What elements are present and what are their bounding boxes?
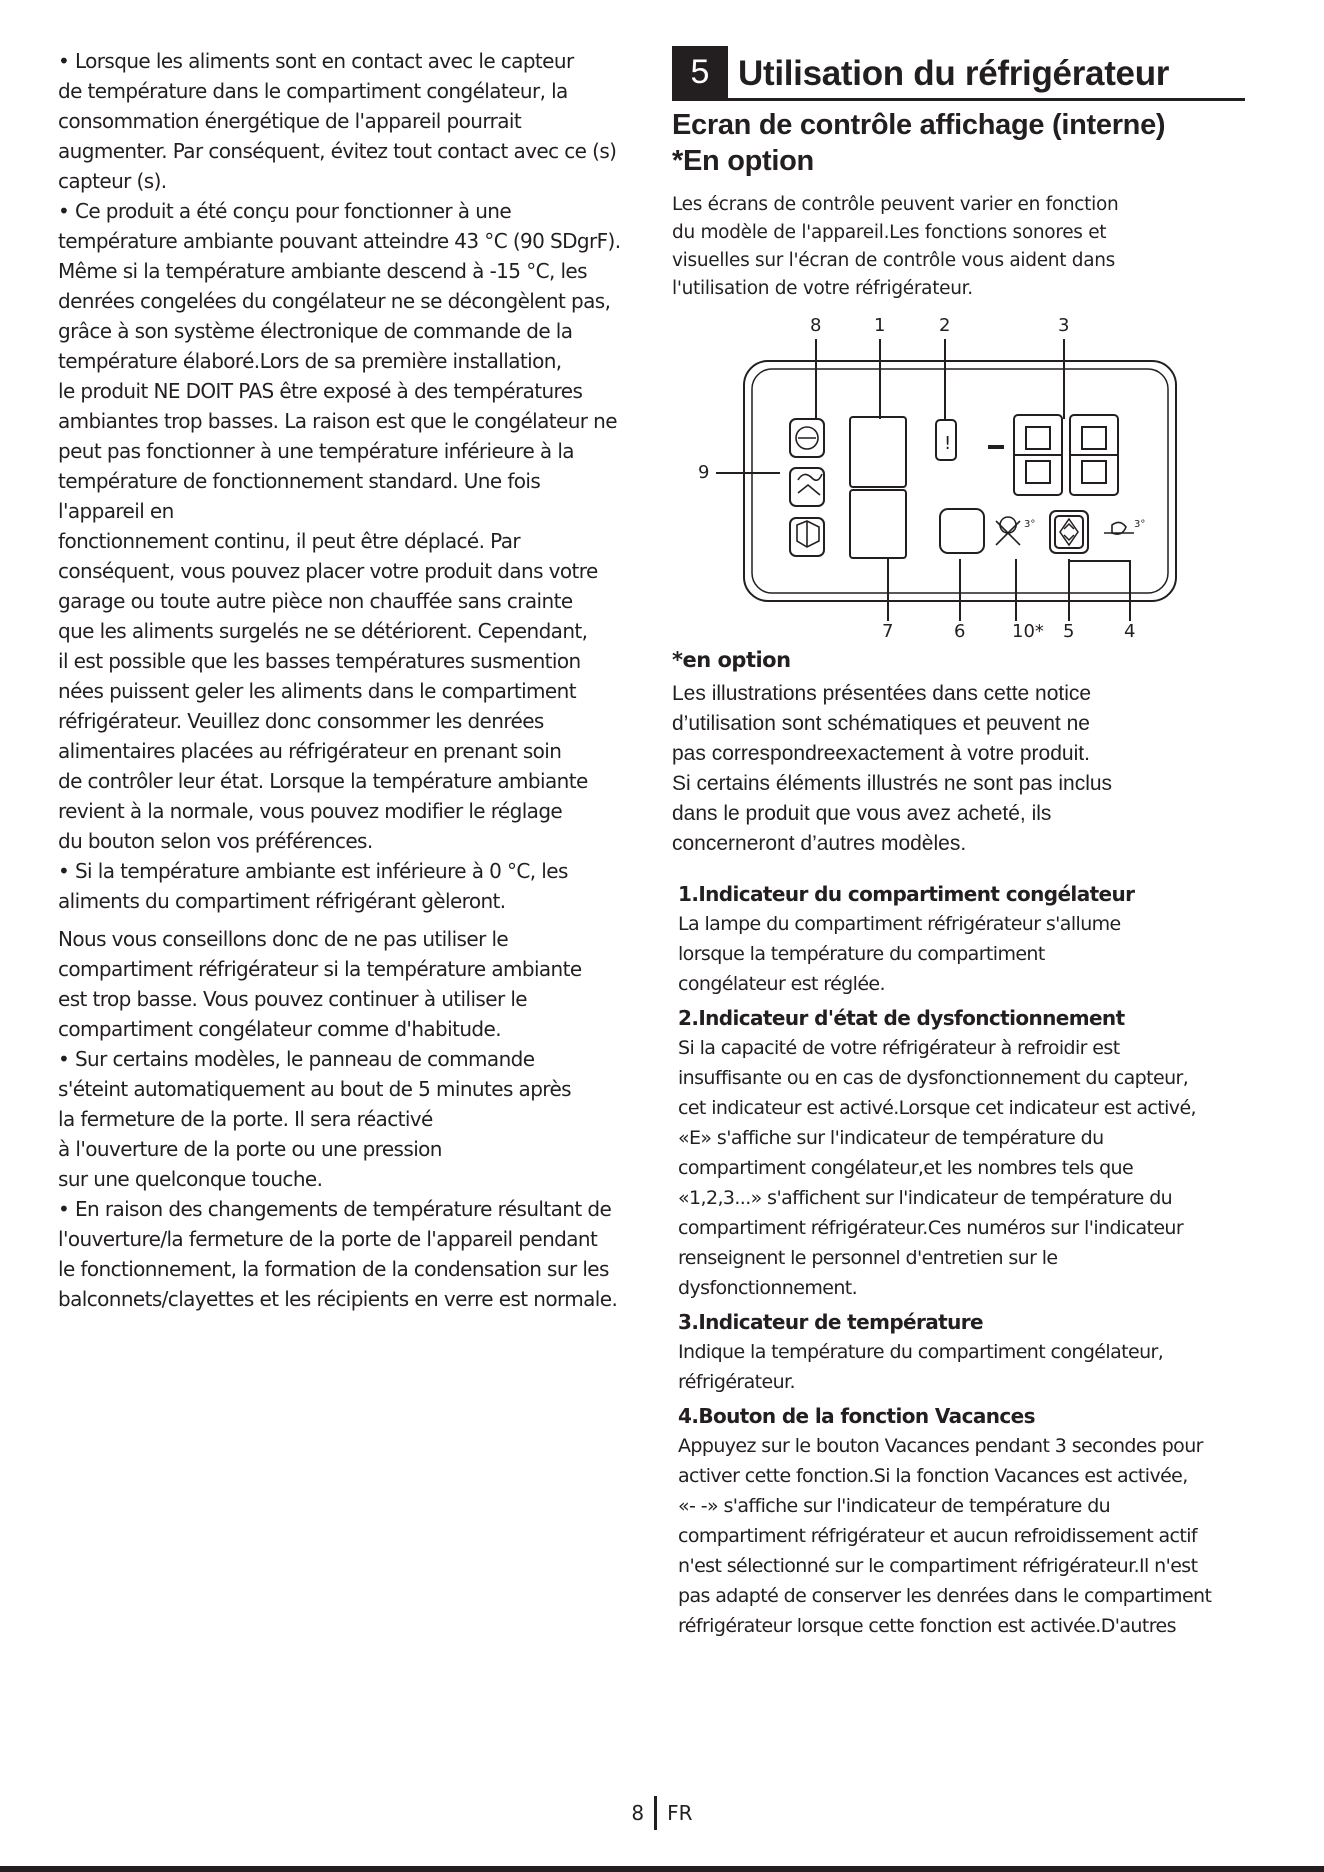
chapter-title: Utilisation du réfrigérateur bbox=[738, 54, 1170, 93]
callout-5: 5 bbox=[1063, 621, 1075, 642]
note-line: d’utilisation sont schématiques et peuvent ne bbox=[672, 712, 1090, 735]
section-vacation-button bbox=[672, 1401, 1248, 1641]
section-line: «1,2,3...» s'affichent sur l'indicateur de température du bbox=[678, 1187, 1173, 1209]
text-line: fonctionnement continu, il peut être déplacé. Par bbox=[58, 529, 520, 553]
section-line: réfrigérateur lorsque cette fonction est activée.D'autres bbox=[678, 1615, 1176, 1637]
section-heading: 1.Indicateur du compartiment congélateur bbox=[678, 882, 1135, 906]
text-line: peut pas fonctionner à une température inférieure à la bbox=[58, 439, 574, 463]
section-line: n'est sélectionné sur le compartiment réfrigérateur.Il n'est bbox=[678, 1555, 1198, 1577]
text-line: ambiantes trop basses. La raison est que le congélateur ne bbox=[58, 409, 617, 433]
callout-1: 1 bbox=[874, 315, 886, 336]
section-heading: 3.Indicateur de température bbox=[678, 1310, 983, 1334]
section-line: Indique la température du compartiment congélateur, bbox=[678, 1341, 1164, 1363]
freezer-indicator-top bbox=[850, 417, 906, 487]
text-line: • Si la température ambiante est inférieure à 0 °C, les bbox=[58, 859, 568, 883]
note-line: Les illustrations présentées dans cette notice bbox=[672, 682, 1092, 705]
text-line: • Sur certains modèles, le panneau de commande bbox=[58, 1047, 535, 1071]
text-line: température de fonctionnement standard. Une fois bbox=[58, 469, 541, 493]
text-line: grâce à son système électronique de commande de la bbox=[58, 319, 573, 343]
left-paragraph-block-2 bbox=[58, 924, 638, 1314]
text-line: de contrôler leur état. Lorsque la température ambiante bbox=[58, 769, 588, 793]
text-line: réfrigérateur. Veuillez donc consommer les denrées bbox=[58, 709, 544, 733]
text-line: à l'ouverture de la porte ou une pression bbox=[58, 1137, 442, 1161]
section-line: cet indicateur est activé.Lorsque cet indicateur est activé, bbox=[678, 1097, 1196, 1119]
section-line: compartiment réfrigérateur et aucun refroidissement actif bbox=[678, 1525, 1198, 1547]
section-line: compartiment congélateur,et les nombres tels que bbox=[678, 1157, 1134, 1179]
section-line: réfrigérateur. bbox=[678, 1371, 795, 1393]
vacation-button[interactable] bbox=[790, 468, 824, 506]
section-heading: 2.Indicateur d'état de dysfonctionnement bbox=[678, 1006, 1125, 1030]
section-line: Appuyez sur le bouton Vacances pendant 3 secondes pour bbox=[678, 1435, 1203, 1457]
text-line: • Lorsque les aliments sont en contact avec le capteur bbox=[58, 49, 574, 73]
note-line: concerneront d’autres modèles. bbox=[672, 832, 967, 855]
callout-6: 6 bbox=[954, 621, 966, 642]
intro-line: l'utilisation de votre réfrigérateur. bbox=[672, 278, 973, 299]
intro-paragraph bbox=[672, 191, 1248, 303]
temperature-display bbox=[1014, 415, 1118, 495]
svg-text:3°: 3° bbox=[1134, 519, 1146, 530]
section-line: dysfonctionnement. bbox=[678, 1277, 858, 1299]
text-line: température élaboré.Lors de sa première installation, bbox=[58, 349, 562, 373]
note-line: Si certains éléments illustrés ne sont pas inclus bbox=[672, 772, 1113, 795]
text-line: consommation énergétique de l'appareil pourrait bbox=[58, 109, 522, 133]
note-heading: *en option bbox=[672, 648, 791, 672]
text-line: la fermeture de la porte. Il sera réactivé bbox=[58, 1107, 433, 1131]
section-line: insuffisante ou en cas de dysfonctionnement du capteur, bbox=[678, 1067, 1189, 1089]
text-line: température ambiante pouvant atteindre 43 °C (90 SDgrF). bbox=[58, 229, 621, 253]
text-line: compartiment réfrigérateur si la température ambiante bbox=[58, 957, 582, 981]
section-freezer-indicator bbox=[672, 879, 1248, 999]
text-line: augmenter. Par conséquent, évitez tout contact avec ce (s) bbox=[58, 139, 617, 163]
section-line: «- -» s'affiche sur l'indicateur de température du bbox=[678, 1495, 1111, 1517]
text-line: sur une quelconque touche. bbox=[58, 1167, 323, 1191]
language-code: FR bbox=[667, 1801, 693, 1825]
section-malfunction-indicator bbox=[672, 1003, 1248, 1303]
section-line: lorsque la température du compartiment bbox=[678, 943, 1045, 965]
section-line: activer cette fonction.Si la fonction Vacances est activée, bbox=[678, 1465, 1188, 1487]
callout-4: 4 bbox=[1124, 621, 1136, 642]
note-line: dans le produit que vous avez acheté, ils bbox=[672, 802, 1052, 825]
text-line: de température dans le compartiment congélateur, la bbox=[58, 79, 568, 103]
section-line: La lampe du compartiment réfrigérateur s'allume bbox=[678, 913, 1121, 935]
section-title: Ecran de contrôle affichage (interne) bbox=[672, 109, 1166, 141]
text-line: • Ce produit a été conçu pour fonctionner à une bbox=[58, 199, 512, 223]
text-line: s'éteint automatiquement au bout de 5 minutes après bbox=[58, 1077, 571, 1101]
svg-text:!: ! bbox=[944, 433, 952, 454]
text-line: compartiment congélateur comme d'habitude. bbox=[58, 1017, 501, 1041]
intro-line: du modèle de l'appareil.Les fonctions sonores et bbox=[672, 222, 1107, 243]
callout-10: 10* bbox=[1012, 621, 1044, 642]
callout-8: 8 bbox=[810, 315, 822, 336]
text-line: l'appareil en bbox=[58, 499, 174, 523]
text-line: il est possible que les basses températures susmention bbox=[58, 649, 581, 673]
set-button[interactable] bbox=[940, 509, 984, 553]
chapter-number: 5 bbox=[672, 46, 728, 98]
text-line: revient à la normale, vous pouvez modifier le réglage bbox=[58, 799, 563, 823]
control-panel-drawing bbox=[672, 315, 1248, 645]
section-line: renseignent le personnel d'entretien sur le bbox=[678, 1247, 1058, 1269]
left-column bbox=[58, 46, 638, 1314]
page-number: 8 bbox=[631, 1801, 645, 1825]
text-line: alimentaires placées au réfrigérateur en prenant soin bbox=[58, 739, 562, 763]
text-line: du bouton selon vos préférences. bbox=[58, 829, 373, 853]
text-line: nées puissent geler les aliments dans le compartiment bbox=[58, 679, 576, 703]
intro-line: visuelles sur l'écran de contrôle vous aident dans bbox=[672, 250, 1116, 271]
text-line: balconnets/clayettes et les récipients en verre est normale. bbox=[58, 1287, 618, 1311]
callout-7: 7 bbox=[882, 621, 894, 642]
footer-divider bbox=[654, 1796, 657, 1830]
text-line: conséquent, vous pouvez placer votre produit dans votre bbox=[58, 559, 598, 583]
section-line: compartiment réfrigérateur.Ces numéros sur l'indicateur bbox=[678, 1217, 1184, 1239]
section-line: congélateur est réglée. bbox=[678, 973, 885, 995]
section-subtitle: *En option bbox=[672, 145, 814, 177]
text-line: capteur (s). bbox=[58, 169, 167, 193]
text-line: l'ouverture/la fermeture de la porte de l'appareil pendant bbox=[58, 1227, 598, 1251]
text-line: que les aliments surgelés ne se détériorent. Cependant, bbox=[58, 619, 588, 643]
chapter-header bbox=[672, 46, 1245, 101]
text-line: garage ou toute autre pièce non chauffée sans crainte bbox=[58, 589, 573, 613]
text-line: denrées congelées du congélateur ne se décongèlent pas, bbox=[58, 289, 611, 313]
section-temperature-indicator bbox=[672, 1307, 1248, 1397]
svg-text:3°: 3° bbox=[1024, 519, 1036, 530]
section-line: Si la capacité de votre réfrigérateur à refroidir est bbox=[678, 1037, 1120, 1059]
page-footer bbox=[0, 1796, 1324, 1830]
freezer-indicator-bottom bbox=[850, 490, 906, 558]
section-line: «E» s'affiche sur l'indicateur de température du bbox=[678, 1127, 1104, 1149]
text-line: • En raison des changements de température résultant de bbox=[58, 1197, 612, 1221]
section-line: pas adapté de conserver les denrées dans le compartiment bbox=[678, 1585, 1212, 1607]
note-paragraph bbox=[672, 679, 1222, 859]
left-paragraph-block-1 bbox=[58, 46, 638, 916]
text-line: est trop basse. Vous pouvez continuer à utiliser le bbox=[58, 987, 527, 1011]
note-line: pas correspondreexactement à votre produit. bbox=[672, 742, 1090, 765]
section-heading: 4.Bouton de la fonction Vacances bbox=[678, 1404, 1035, 1428]
control-panel-diagram bbox=[672, 315, 1248, 645]
callout-9: 9 bbox=[698, 462, 710, 483]
callout-3: 3 bbox=[1058, 315, 1070, 336]
intro-line: Les écrans de contrôle peuvent varier en fonction bbox=[672, 194, 1119, 215]
text-line: le fonctionnement, la formation de la condensation sur les bbox=[58, 1257, 609, 1281]
text-line: aliments du compartiment réfrigérant gèleront. bbox=[58, 889, 506, 913]
text-line: Même si la température ambiante descend à -15 °C, les bbox=[58, 259, 587, 283]
text-line: le produit NE DOIT PAS être exposé à des températures bbox=[58, 379, 583, 403]
bottom-rule bbox=[0, 1866, 1324, 1872]
callout-2: 2 bbox=[939, 315, 951, 336]
right-column bbox=[672, 46, 1248, 1641]
text-line: Nous vous conseillons donc de ne pas utiliser le bbox=[58, 927, 509, 951]
